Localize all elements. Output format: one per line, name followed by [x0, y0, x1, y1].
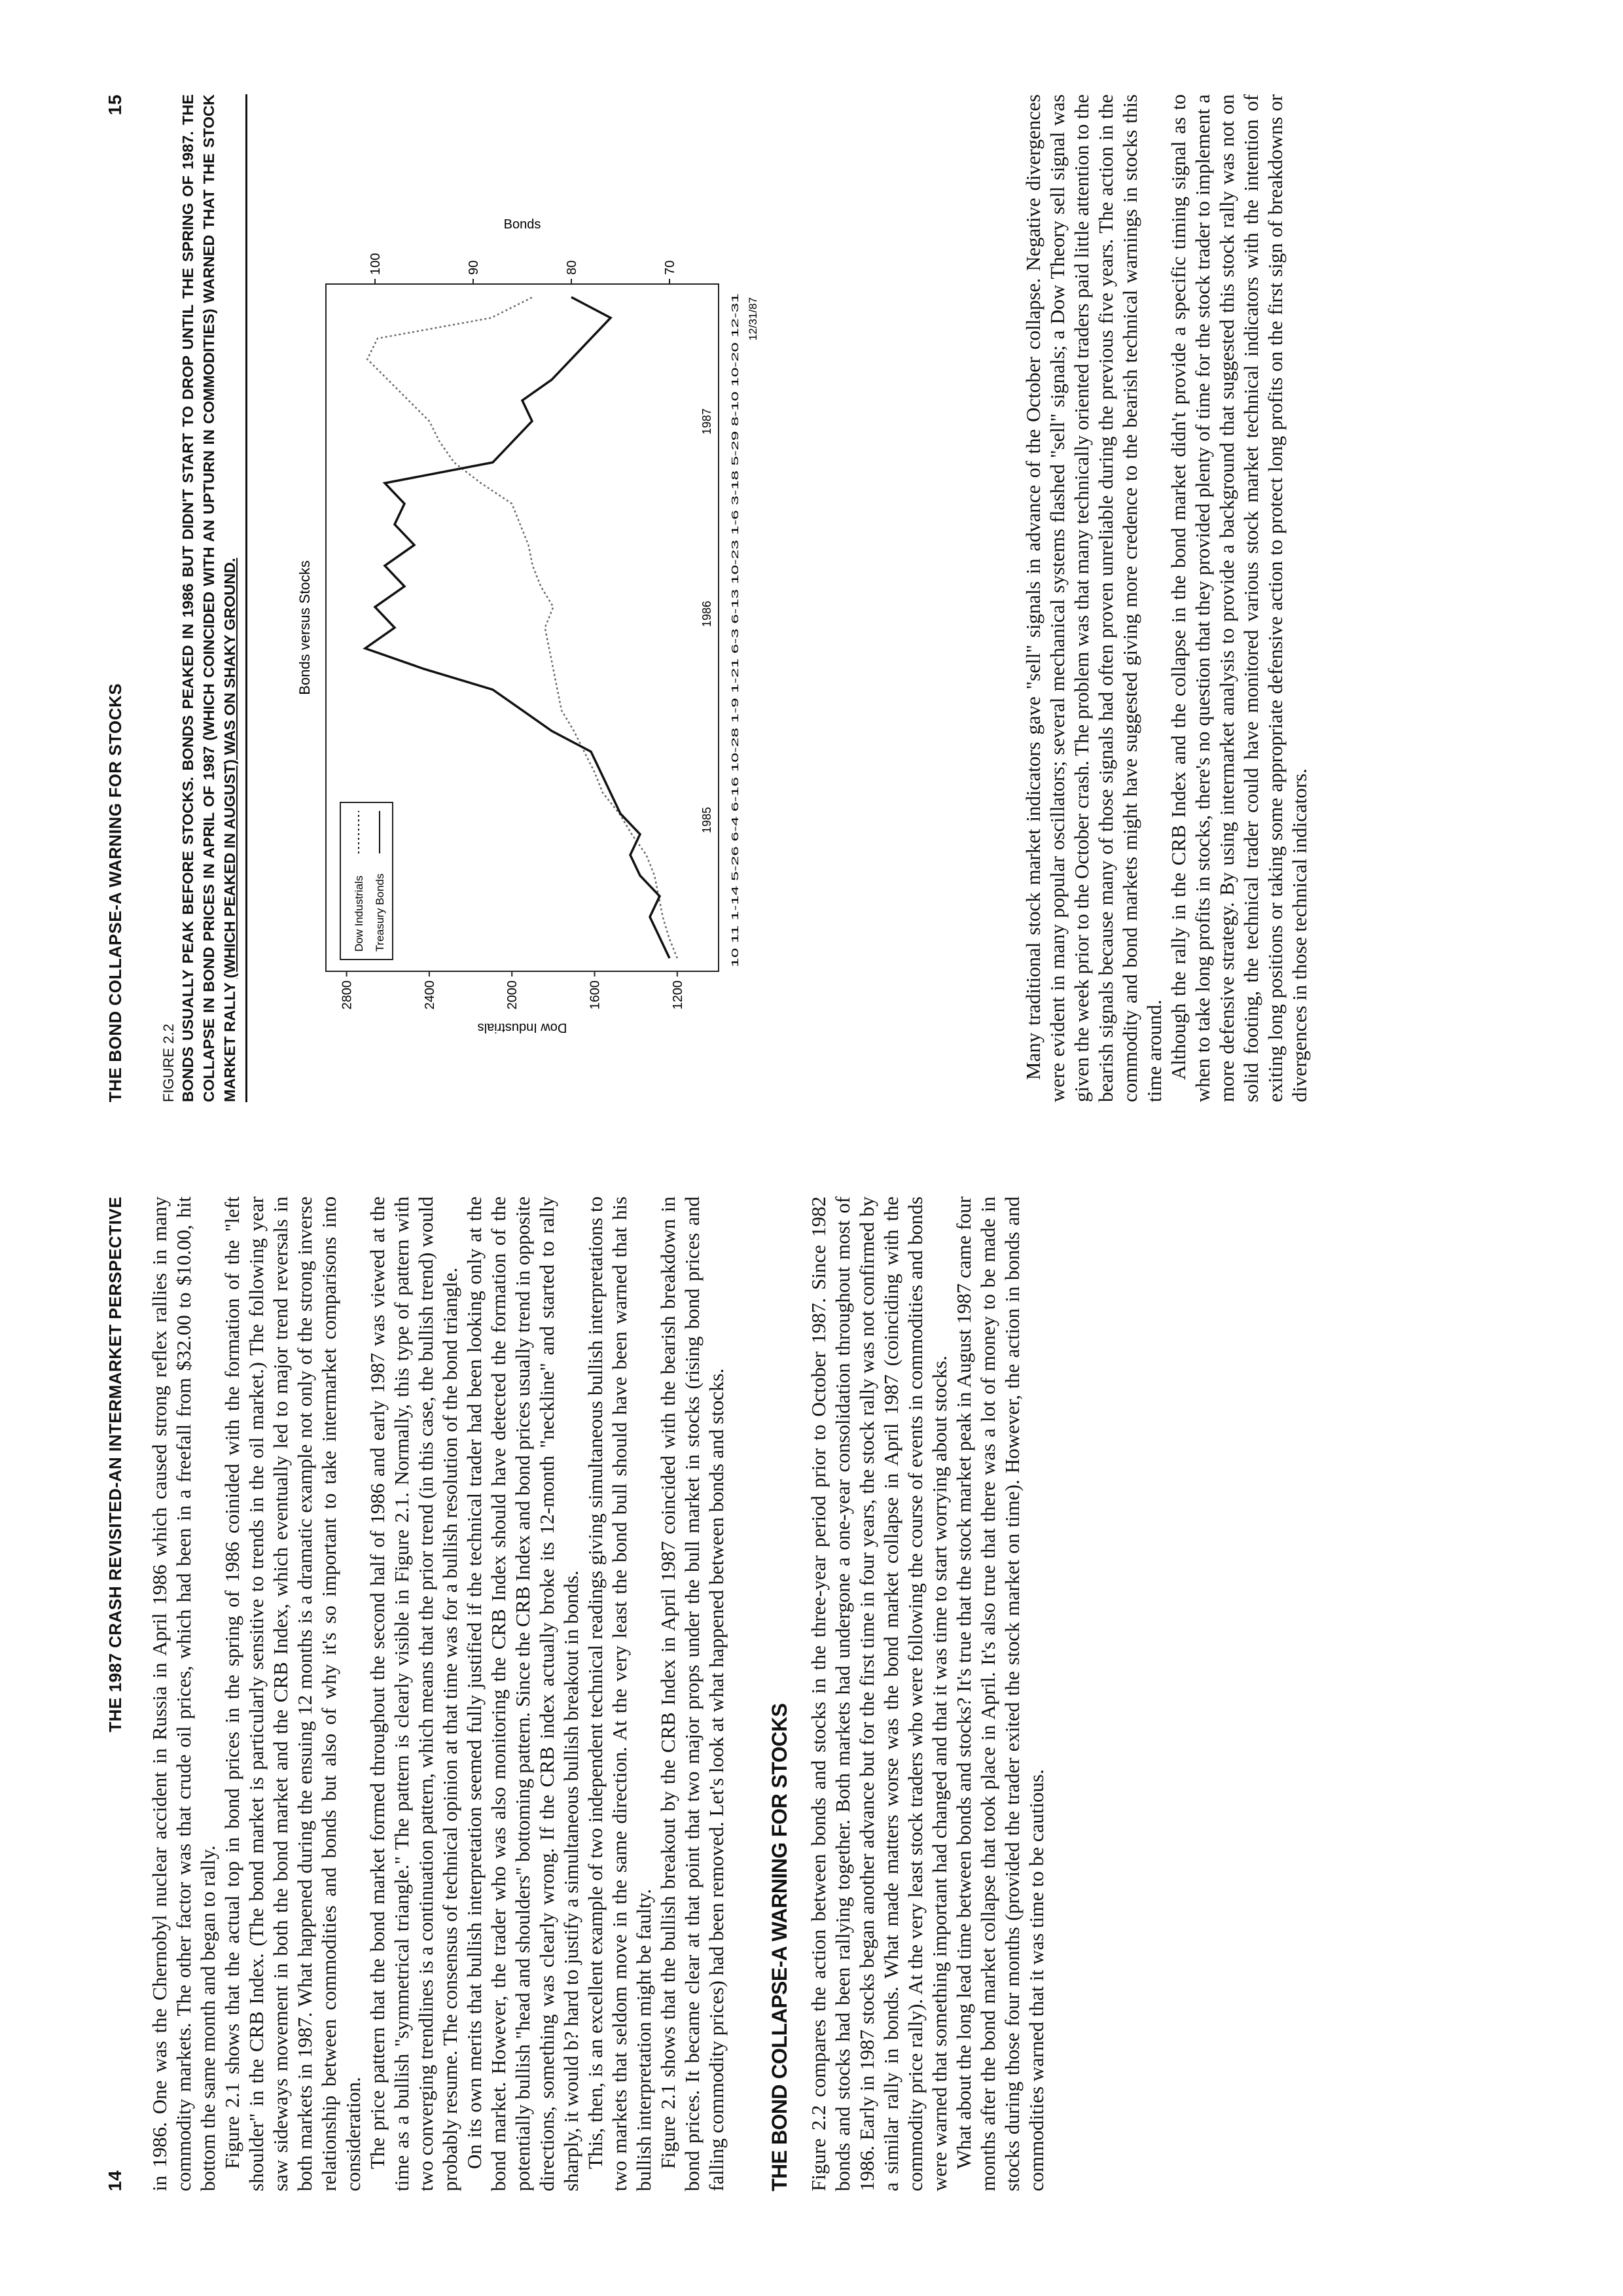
chart-title: Bonds versus Stocks [296, 560, 313, 695]
paragraph: The price pattern that the bond market formed throughout the second half of 1986 and early 1987 was viewed at the time as a bullish "symmetrical triangle." The pattern is clearly visible in Figure 2.1. Normally, this type of pattern with two converging trendlines is a continuation pattern, which means that the prior trend (in this case, the bullish trend) would probably resume. The consensus of technical opinion at that time was for a bullish resolution of the bond triangle. [366, 1196, 461, 2191]
y-left-tick-label: 1200 [670, 980, 685, 1010]
y-left-tick-label: 2800 [340, 980, 355, 1010]
figure-block [160, 94, 836, 1102]
y-right-tick-label: 100 [368, 253, 383, 275]
paragraph: On its own merits that bullish interpretation seemed fully justified if the technical trader had been looking only at the bond market. However, the trader who was also monitoring the CRB Index should have detected the formation of the potentially bullish "head and shoulders" bottoming pattern. Since the CRB Index and bond prices usually trend in opposite directions, something was clearly wrong. If the CRB index actually broke its 12-month "neckline" and started to rally sharply, it would b? hard to justify a simultaneous bullish breakout in bonds. [463, 1196, 582, 2191]
paragraph: Figure 2.1 shows that the bullish breakout by the CRB Index in April 1987 coincided with the bearish breakdown in bond prices. It became clear at that point that two major props under the bull market in stocks (rising bond prices and falling commodity prices) had been removed. Let's look at what happened between bonds and stocks. [656, 1196, 728, 2191]
paragraph: What about the long lead time between bonds and stocks? It's true that the stock market peak in August 1987 came four months after the bond market collapse that took place in April. It's also true that there was a lot of money to be made in stocks during those four months (provided the trader exited the stock market on time). However, the action in bonds and commodities warned that it was time to be cautious. [952, 1196, 1048, 2191]
figure-caption-underlined: (WHICH PEAKED IN AUGUST) WAS ON SHAKY GROUND. [221, 558, 238, 978]
section-heading: THE BOND COLLAPSE-A WARNING FOR STOCKS [768, 1703, 791, 2191]
bonds-vs-stocks-chart [247, 94, 836, 1102]
left-body-text [147, 1196, 1048, 2191]
y-left-tick-label: 2400 [422, 980, 437, 1010]
x-date-ticks: 10 11 1-14 5-26 6-4 6-16 10-28 1-9 1-21 6-3 6-13 10-23 1-6 3-18 5-29 8-10 10-20 12-31 [730, 585, 741, 967]
series-line-dow-industrials [367, 297, 677, 958]
y-left-tick-label: 2000 [505, 980, 520, 1010]
left-running-head [105, 1196, 131, 2191]
legend-label: Treasury Bonds [374, 873, 386, 952]
x-year-label: 1987 [700, 408, 713, 435]
y-right-tick-label: 70 [663, 260, 677, 275]
right-page-number: 15 [105, 94, 125, 116]
figure-caption-text: BONDS USUALLY PEAK BEFORE STOCKS. BONDS PEAKED IN 1986 BUT DIDN'T START TO DROP UNTIL THE SPRING OF 1987. THE COLLAPSE IN BOND PRICES IN APRIL OF 1987 (WHICH COINCIDED WITH AN UPTURN IN COMMODITIES) WARNED THAT THE STOCK MARKET RALLY [179, 94, 238, 1102]
paragraph: This, then, is an excellent example of two independent technical readings giving simultaneous bullish interpretations to two markets that seldom move in the same direction. At the very least the bond bull should have been warned that his bullish interpretation might be faulty. [584, 1196, 655, 2191]
y-right-tick-label: 80 [565, 260, 579, 275]
left-page-number: 14 [105, 2170, 125, 2191]
x-year-label: 1986 [700, 600, 713, 628]
right-running-head-title: THE BOND COLLAPSE-A WARNING FOR STOCKS [105, 683, 125, 1102]
paragraph: Figure 2.1 shows that the actual top in bond prices in the spring of 1986 coinided with the formation of the "left shoulder" in the CRB Index. (The bond market is particularly sensitive to trends in the oil market.) The following year saw sideways movement in both the bond market and the CRB Index, which eventually led to major trend reversals in both markets in 1987. What happened during the ensuing 12 months is a dramatic example not only of the strong inverse relationship between commodities and bonds but also of why it's so important to take intermarket comparisons into consideration. [221, 1196, 365, 2191]
paragraph: Although the rally in the CRB Index and the collapse in the bond market didn't provide a specific timing signal as to when to take long profits in stocks, there's no question that they provided plenty of time for the stock trader to implement a more defensive strategy. By using intermarket analysis to provide a background that suggested this stock rally was not on solid footing, the technical trader could have monitored various stock market technical indicators with the intention of exiting long positions or taking some appropriate defensive action to protect long profits on the first sign of breakdowns or divergences in those technical indicators. [1167, 94, 1311, 1102]
x-end-label: 12/31/87 [747, 297, 759, 341]
left-running-head-title: THE 1987 CRASH REVISITED-AN INTERMARKET PERSPECTIVE [105, 1196, 125, 1732]
y-right-axis-label: Bonds [503, 217, 541, 232]
paragraph: in 1986. One was the Chernobyl nuclear accident in Russia in April 1986 which caused strong reflex rallies in many commodity markets. The other factor was that crude oil prices, which had been in a freefall from $32.00 to $10.00, hit bottom the same month and began to rally. [148, 1196, 219, 2191]
legend-label: Dow Industrials [353, 875, 365, 952]
paragraph: Figure 2.2 compares the action between bonds and stocks in the three-year period prior to October 1987. Since 1982 bonds and stocks had been rallying together. Both markets had undergone a one-year consolidation throughout most of 1986. Early in 1987 stocks began another advance but for the first time in four years, the stock rally was not confirmed by a similar rally in bonds. What made matters worse was the bond market collapse in April 1987 (coinciding with the commodity price rally). At the very least stock traders who were following the course of events in commodities and bonds were warned that something important had changed and that it was time to start worrying about stocks. [807, 1196, 951, 2191]
y-left-axis-label: Dow Industrials [477, 1020, 567, 1035]
paragraph: Many traditional stock market indicators gave "sell" signals in advance of the October collapse. Negative divergences were evident in many popular oscillators; several mechanical systems flashed "sell" signals; a Dow Theory sell signal was given the week prior to the October crash. The problem was that many technically oriented traders paid little attention to the bearish signals because many of those signals had often proven unreliable during the previous five years. The action in the commodity and bond markets might have suggested giving more credence to the bearish technical warnings in stocks this time around. [1022, 94, 1166, 1102]
left-page [0, 1148, 1623, 2296]
right-body-text [1021, 94, 1311, 1102]
figure-caption [177, 94, 240, 1102]
y-left-tick-label: 1600 [588, 980, 603, 1010]
series-line-treasury-bonds [365, 297, 669, 958]
figure-label: FIGURE 2.2 [160, 1024, 177, 1102]
y-right-tick-label: 90 [467, 260, 481, 275]
x-year-label: 1985 [700, 806, 713, 834]
right-running-head [105, 94, 131, 1102]
